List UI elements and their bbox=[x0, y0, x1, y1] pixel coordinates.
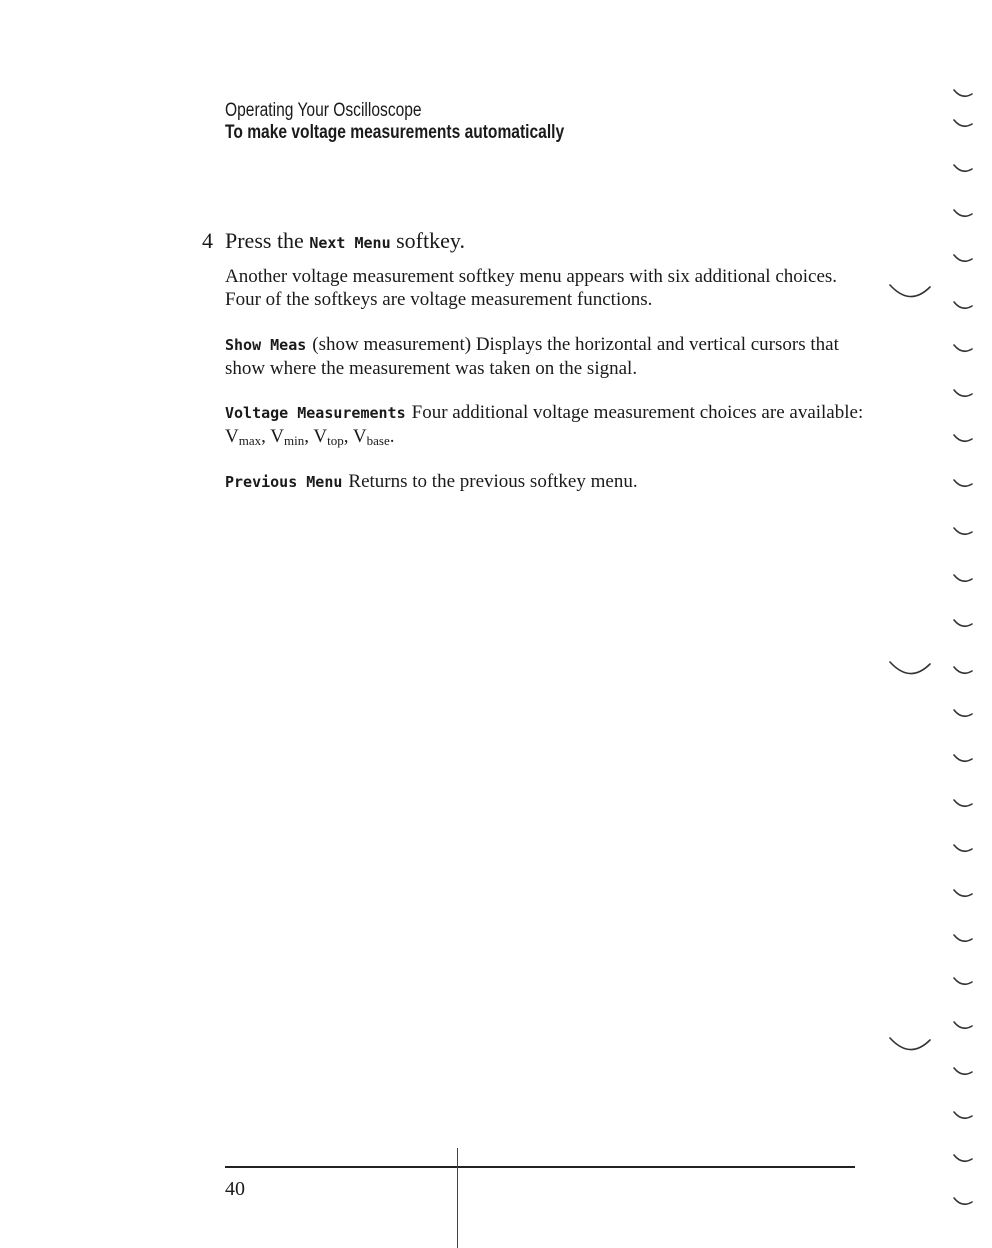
previous-menu-text: Returns to the previous softkey menu. bbox=[348, 471, 638, 492]
show-meas-description bbox=[225, 333, 865, 380]
step-4 bbox=[202, 228, 465, 254]
vmax-subscript: max bbox=[238, 433, 262, 448]
voltage-measurements-text: Four additional voltage measurement choices are available: V bbox=[225, 402, 864, 447]
step-number: 4 bbox=[202, 228, 213, 253]
show-meas-text: (show measurement) Displays the horizontal and vertical cursors that show where the measurement was taken on the signal. bbox=[225, 334, 839, 379]
previous-menu-key: Previous Menu bbox=[225, 473, 343, 491]
voltage-measurements-key: Voltage Measurements bbox=[225, 404, 406, 422]
vtop-subscript: top bbox=[327, 433, 344, 448]
show-meas-key: Show Meas bbox=[225, 336, 307, 354]
intro-paragraph: Another voltage measurement softkey menu appears with six additional choices. Four of the softkeys are voltage measurement functions. bbox=[225, 266, 838, 310]
step-text-before: Press the bbox=[225, 228, 304, 253]
footer-rule bbox=[225, 1166, 855, 1168]
next-menu-softkey-label: Next Menu bbox=[309, 234, 391, 252]
voltage-measurements-description: Voltage Measurements Four additional voltage measurement choices are available: $V_{max}$, $V_{min}$, $V_{top}$, $V_{base}$. bbox=[225, 402, 864, 448]
binding-holes bbox=[880, 70, 980, 1230]
page-number: 40 bbox=[225, 1178, 245, 1200]
running-header bbox=[225, 100, 564, 144]
chapter-title: Operating Your Oscilloscope bbox=[225, 100, 422, 121]
scan-artifact-line bbox=[457, 1148, 458, 1248]
vbase-subscript: base bbox=[366, 433, 390, 448]
section-title: To make voltage measurements automatically bbox=[225, 122, 565, 143]
step-text-after: softkey. bbox=[396, 228, 465, 253]
previous-menu-description bbox=[225, 470, 865, 494]
vmin-subscript: min bbox=[284, 433, 305, 448]
binding-marks-icon bbox=[880, 70, 980, 1230]
